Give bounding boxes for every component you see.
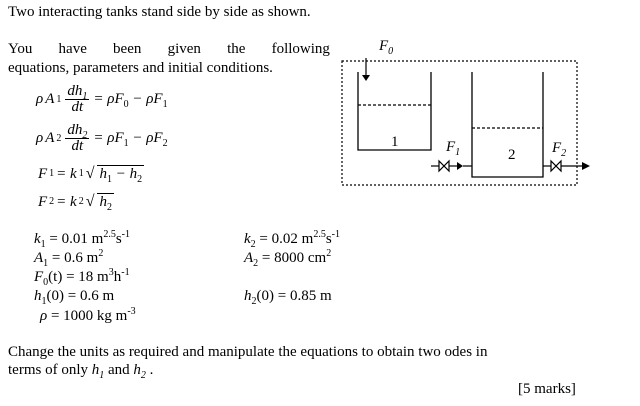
param-F0: $F_0(t) = 18$ $m^3h^{-1}$ [34,267,130,288]
param-A1: $A_1 = 0.6$ $m^2$ [34,248,104,269]
equation-3: F 1 = k 1 √ $h_1 - h_2$ [38,165,143,185]
intro-line: equations, parameters and initial conditions. [8,60,273,76]
question-line: terms of only $h_1$ and $h_2$ . [8,362,154,381]
derivative [65,84,89,115]
eq-sub: 1 [162,99,168,110]
eq-flow: F [38,193,48,210]
outflow-arrow-icon [582,162,590,170]
param-k1: $k_1 = 0.01$ $m^{2.5}s^{-1}$ [34,229,130,250]
intro-word: have [58,41,87,57]
param-A2: $A_2 = 8000$ $cm^2$ [244,248,332,269]
intro-word: given [167,41,201,57]
f0-label: $F_0$ [379,38,394,57]
valve-1-icon [439,161,449,171]
valve-2-icon [551,161,561,171]
equation-4: F 2 = k 2 √ $h_2$ [38,193,112,213]
equation-1: ρ A 1 $\frac{dh_1}{dt}$ = $\rho F_0 - \rho F_1$ [36,83,168,115]
sqrt-icon: √ [85,165,95,182]
eq-sub: 2 [106,202,112,213]
eq-rho: ρ [36,130,44,146]
intro-word: You [8,41,33,57]
sqrt-body [97,193,114,211]
deriv-num: dh [67,122,83,138]
eq-rhs: = ρF [93,130,124,146]
eq-k: = k [56,165,77,182]
eq-h: h [99,194,107,210]
tank-2-label: 2 [508,147,516,163]
eq-rhs: = ρF [93,91,124,107]
equation-2: ρ A 2 $\frac{dh_2}{dt}$ = $\rho F_1 - \rho F_2$ [36,122,168,154]
eq-area: A [45,91,55,107]
eq-flow: F [38,165,48,182]
question-line: Change the units as required and manipulate the equations to obtain two odes in [8,344,488,360]
deriv-num: dh [67,83,83,99]
param-h2: $h_2(0) = 0.85$ m [244,288,332,307]
derivative [65,123,89,154]
intro-word: the [227,41,246,57]
eq-k: = k [56,193,77,210]
eq-rhs: − ρF [128,130,163,146]
deriv-den: dt [71,138,84,154]
param-h1: $h_1(0) = 0.6$ m [34,288,115,307]
deriv-den: dt [71,99,84,115]
eq-sub: 2 [162,138,168,149]
intro-justified-line [8,41,330,58]
sqrt-body [97,165,144,183]
intro-sentence: Two interacting tanks stand side by side as shown. [8,4,311,20]
tank-diagram [336,30,606,190]
eq-sub: 2 [137,174,143,185]
intro-word: been [113,41,142,57]
inflow-arrow-icon [362,75,370,81]
deriv-sub: 1 [82,91,88,102]
f1-label: $F_1$ [446,139,461,158]
eq-area: A [45,130,55,146]
eq-sub: 0 [123,99,129,110]
eq-sub: 1 [106,174,112,185]
param-k2: $k_2 = 0.02$ $m^{2.5}s^{-1}$ [244,229,340,250]
pipe-arrow-icon [457,162,463,170]
intro-word: following [271,41,330,57]
tank-1-label: 1 [391,134,399,150]
eq-h: − h [111,166,138,182]
f2-label: $F_2$ [552,140,567,159]
marks-label: [5 marks] [518,381,576,397]
eq-rho: ρ [36,91,44,107]
sqrt-icon: √ [85,193,95,210]
eq-rhs: − ρF [128,91,163,107]
eq-sub: 1 [123,138,129,149]
param-rho: ρ = 1000 kg $m^{-3}$ [40,306,136,324]
deriv-sub: 2 [82,130,88,141]
eq-h: h [99,166,107,182]
